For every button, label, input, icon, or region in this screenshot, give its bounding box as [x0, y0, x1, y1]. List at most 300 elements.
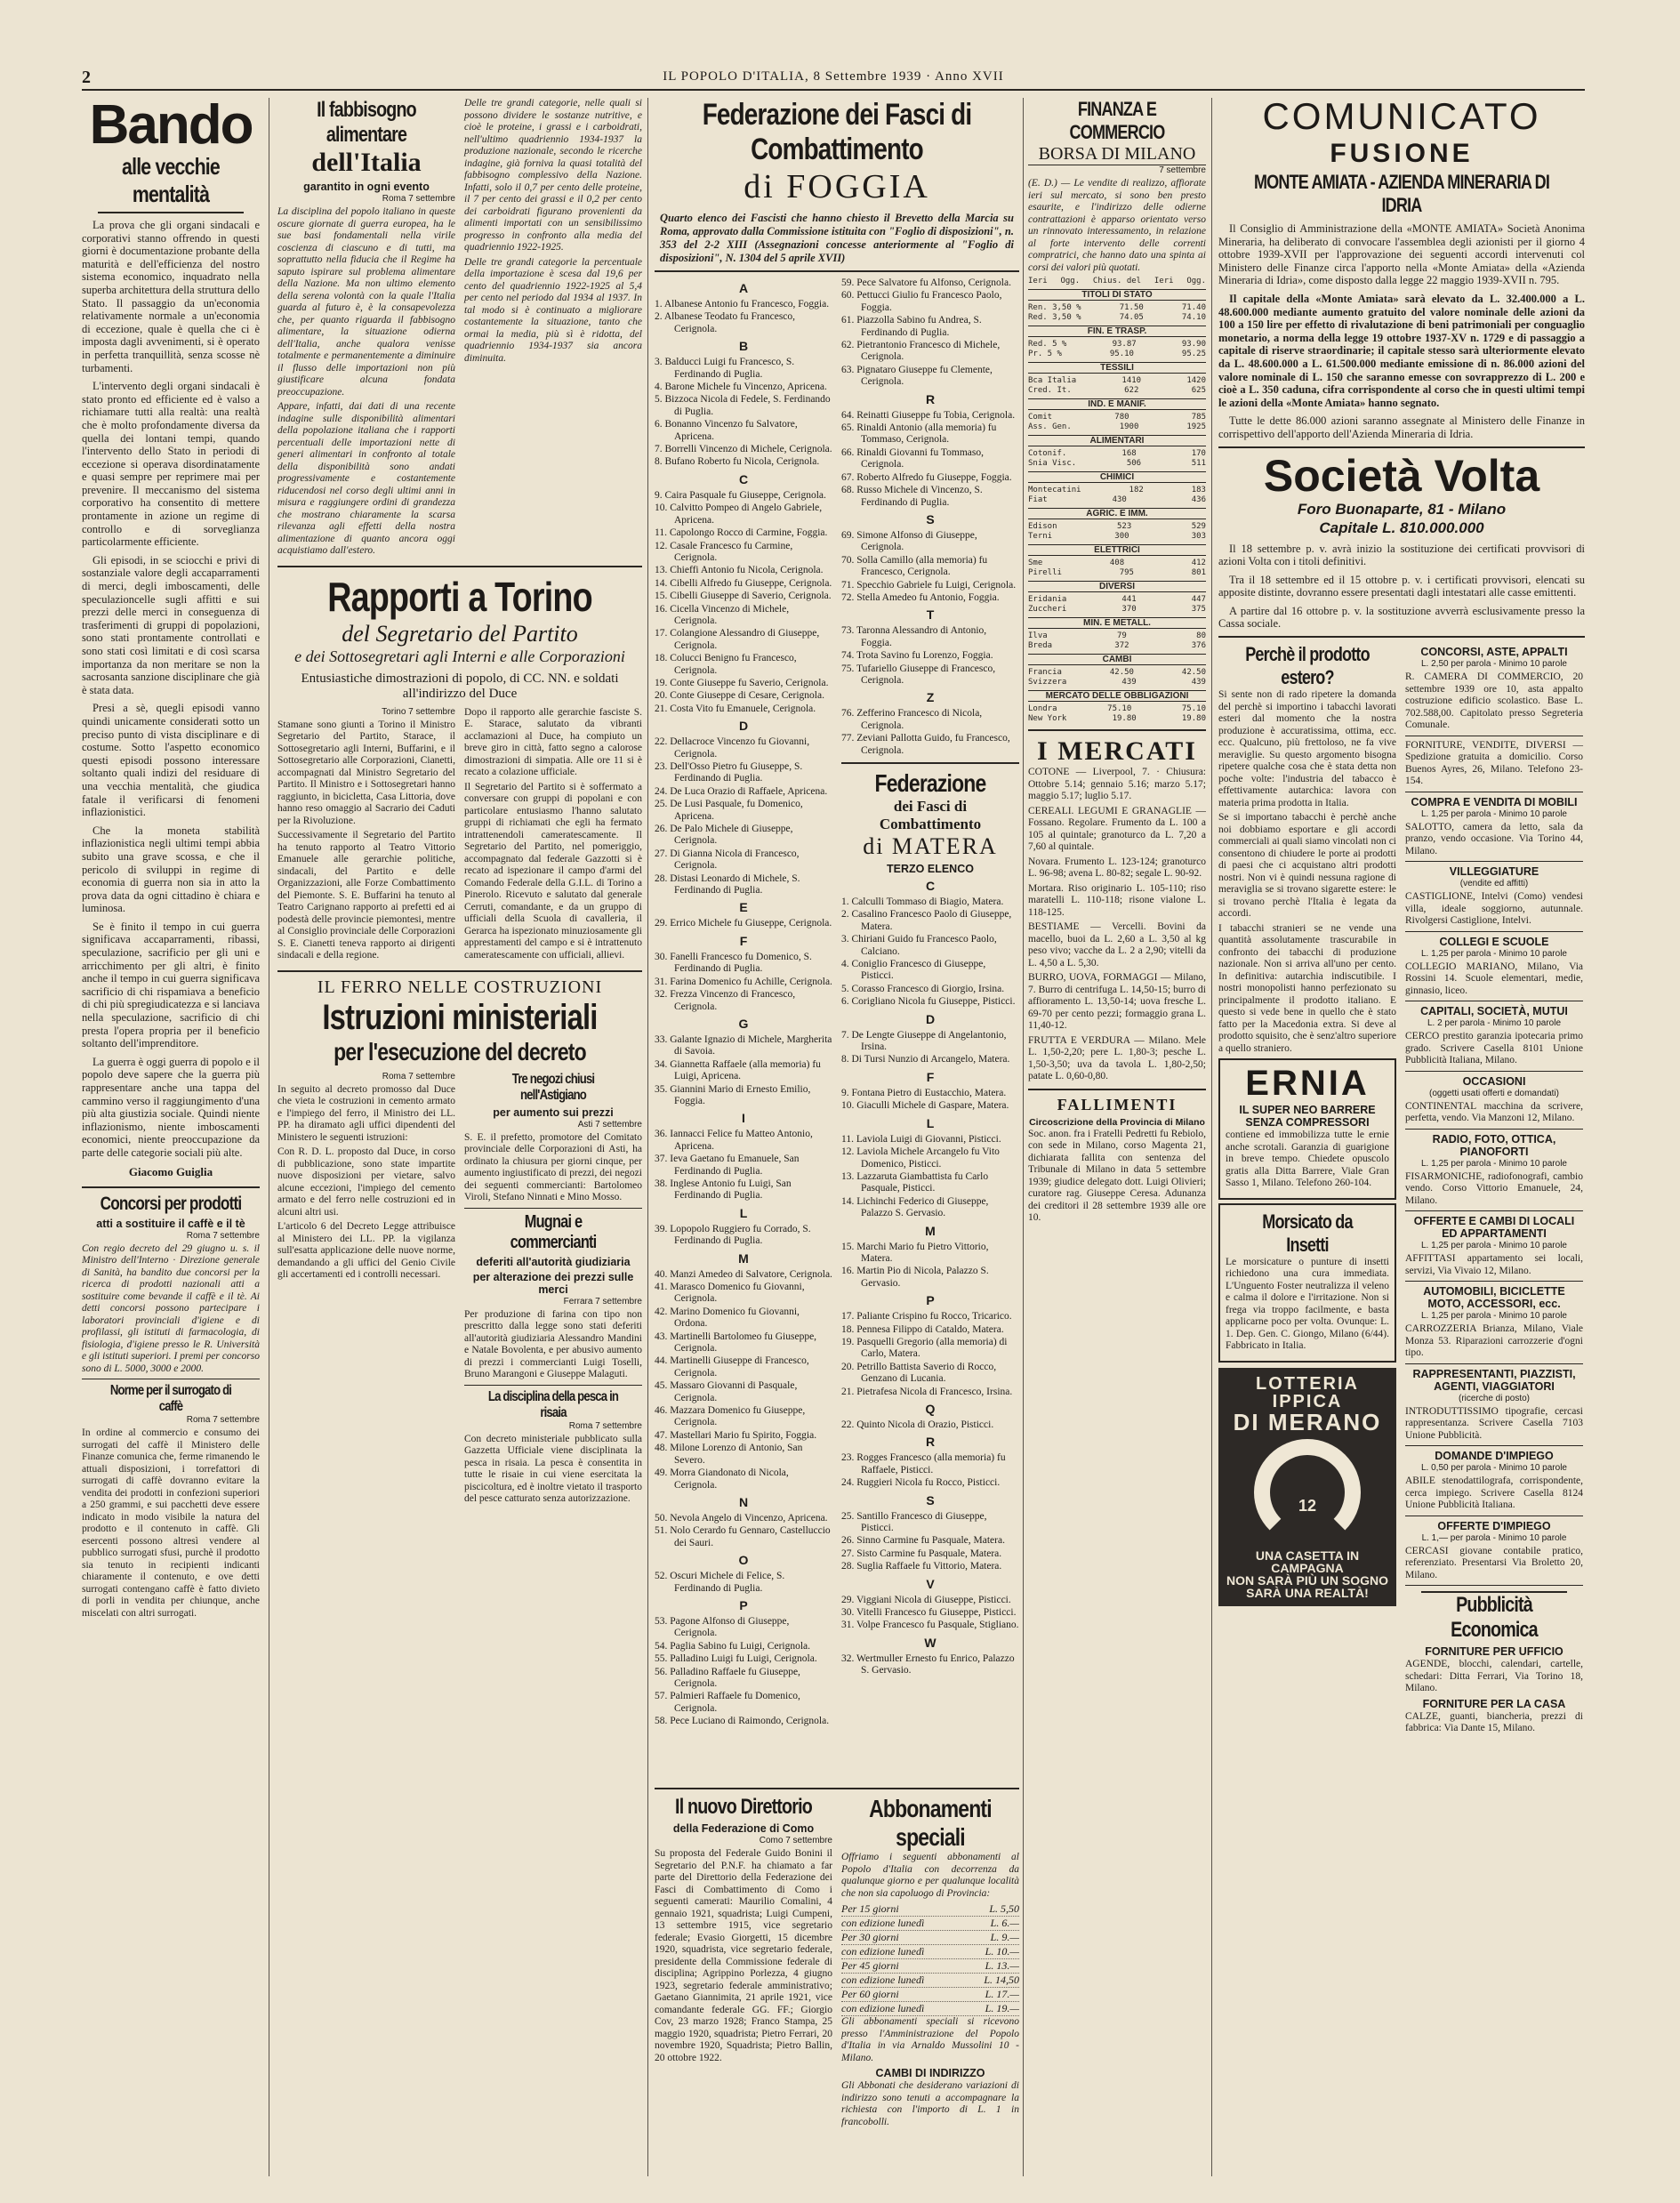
cambi-text: Gli Abbonati che desiderano variazioni di indirizzo sono tenuti a accompagnare la richiesta con l'importo di L. 1 in francobolli. — [841, 2080, 1019, 2127]
table-cell: 1410 — [1121, 376, 1142, 385]
list-item: 17. Colangione Alessandro di Giuseppe, Cerignola. — [655, 628, 820, 651]
column-finanza — [1028, 98, 1206, 2176]
table-cell: 529 — [1191, 522, 1206, 531]
abbonamento-period: con edizione lunedì — [841, 1974, 925, 1986]
list-item: 18. Colucci Benigno fu Francesco, Cerignola. — [655, 653, 797, 676]
forn-ufficio-title: FORNITURE PER UFFICIO — [1425, 1645, 1563, 1659]
abbonamento-row — [841, 2002, 1019, 2016]
list-item: 23. Rogges Francesco (alla memoria) fu Raffaele, Pisticci. — [841, 1452, 1006, 1475]
abbonamento-row — [841, 1988, 1019, 2002]
list-item: 1. Calculli Tommaso di Biagio, Matera. — [841, 896, 1004, 907]
list-item: 8. Di Tursi Nunzio di Arcangelo, Matera. — [841, 1054, 1010, 1065]
abbonamento-row — [841, 1931, 1019, 1945]
list-item: 7. De Lengte Giuseppe di Angelantonio, Irsina. — [841, 1029, 1007, 1053]
table-row — [1028, 678, 1206, 687]
table-cell: Zuccheri — [1028, 605, 1067, 614]
list-item: 70. Solla Camillo (alla memoria) fu Francesco, Cerignola. — [841, 554, 988, 578]
abbonamento-row — [841, 1959, 1019, 1974]
list-item: 29. Viggiani Nicola di Giuseppe, Pisticci. — [841, 1594, 1011, 1605]
list-item: 14. Cibelli Alfredo fu Giuseppe, Cerignola. — [655, 577, 832, 589]
table-header: Ieri — [1028, 277, 1048, 285]
section-letter: B — [738, 339, 749, 354]
list-item: 32. Frezza Vincenzo di Francesco, Cerignola. — [655, 989, 796, 1012]
list-item: 26. Sinno Carmine fu Pasquale, Matera. — [841, 1535, 1005, 1547]
table-cell: 170 — [1191, 449, 1206, 458]
list-item: 29. Errico Michele fu Giuseppe, Cerignola. — [655, 918, 832, 929]
table-cell: 93.87 — [1112, 340, 1137, 349]
ernia-subtitle: IL SUPER NEO BARRERE SENZA COMPRESSORI — [1239, 1104, 1376, 1130]
list-item: 59. Pece Salvatore fu Alfonso, Cerignola. — [841, 277, 1011, 288]
abbonamento-price: L. 5,50 — [989, 1902, 1019, 1915]
list-item: 20. Conte Giuseppe di Cesare, Cerignola. — [655, 690, 824, 702]
section-letter: M — [925, 1223, 936, 1238]
table-cell: 780 — [1114, 413, 1129, 422]
table-cell: 168 — [1121, 449, 1137, 458]
mercati-paragraph: FRUTTA E VERDURA — Milano. Mele L. 1,50-2,20; pere L. 1,80-3; pesche L. 1,50-3,50; uva da tavola L. 1,80-2,50; patate L. 0,60-0,80. — [1028, 1034, 1206, 1081]
list-item: 60. Pettucci Giulio fu Francesco Paolo, Foggia. — [841, 290, 1002, 313]
list-item: 18. Pennesa Filippo di Cataldo, Matera. — [841, 1323, 1004, 1335]
borsa-table — [1028, 277, 1206, 724]
forn-ufficio-text: AGENDE, blocchi, calendari, cartelle, schedari: Ditta Ferrari, Via Torino 18, Milano. — [1405, 1659, 1583, 1694]
abbonamento-period: con edizione lunedì — [841, 1945, 925, 1958]
table-row — [1028, 459, 1206, 469]
classified-title: DOMANDE D'IMPIEGO — [1435, 1450, 1554, 1463]
table-cell: Fiat — [1028, 495, 1048, 504]
rapporti-p2: Successivamente il Segretario del Partito ha tenuto rapporto al Teatro Vittorio Emanuele alle gerarchie politiche, sindacali, del Partito e delle Organizzazioni, alle Forze Combattimento del Piemonte. S. E. Buffarini ha tenuto al Teatro Carignano rapporto ai prefetti ed ai podestà delle provincie piemontesi, mentre al Consiglio provinciale delle Corporazioni S. E. Cianetti teneva rapporto ai dirigenti sindacali e della regione. — [277, 830, 455, 961]
table-row — [1028, 568, 1206, 578]
table-header: Ieri — [1153, 277, 1174, 285]
classified-title: CONCORSI, ASTE, APPALTI — [1420, 646, 1568, 659]
table-cell: 75.10 — [1107, 704, 1132, 713]
table-cell: Edison — [1028, 522, 1057, 531]
abbonamento-price: L. 13.— — [985, 1959, 1019, 1972]
lotteria-badge: 12 — [1298, 1496, 1317, 1515]
list-item: 15. Marchi Mario fu Pietro Vittorio, Matera. — [841, 1241, 989, 1264]
table-row — [1028, 486, 1206, 495]
list-item: 36. Iannacci Felice fu Matteo Antonio, Apricena. — [655, 1129, 813, 1152]
piccola-title: Pubblicità Economica — [1421, 1591, 1567, 1643]
ferro-p1: In seguito al decreto promosso dal Duce che vieta le costruzioni in cemento armato e l'impiego del ferro, il Ministro dei LL. PP. ha diramato agli uffici dipendenti del Ministero le seguenti istruzioni: — [277, 1083, 455, 1143]
table-cell: 785 — [1191, 413, 1206, 422]
column-center-left — [277, 98, 642, 2176]
bando-title: Bando — [89, 98, 253, 156]
list-item: 75. Tufariello Giuseppe di Francesco, Cerignola. — [841, 663, 996, 686]
list-item: 16. Martin Pio di Nicola, Palazzo S. Gervasio. — [841, 1266, 989, 1289]
classified-title: OFFERTE E CAMBI DI LOCALI ED APPARTAMENTI — [1413, 1215, 1575, 1241]
table-cell: 436 — [1191, 495, 1206, 504]
direttorio-subtitle: della Federazione di Como — [672, 1822, 815, 1835]
table-section-header: FIN. E TRASP. — [1028, 326, 1206, 337]
table-row — [1028, 449, 1206, 459]
mercati-paragraph: COTONE — Liverpool, 7. · Chiusura: Ottobre 5.14; gennaio 5.16; marzo 5.17; maggio 5.17; luglio 5.17. — [1028, 767, 1206, 801]
abbonamento-period: Per 30 giorni — [841, 1931, 899, 1943]
section-letter: W — [924, 1635, 936, 1650]
classified-text: R. CAMERA DI COMMERCIO, 20 settembre 1939 ore 10, asta appalto costruzione edificio scolastico. Base L. 702.588,00. Capitolato presso Segreteria Comunale. — [1405, 671, 1583, 731]
fabbisogno-p3: Delle tre grandi categorie, nelle quali si possono dividere le sostanze nutritive, e cioè le proteine, i grassi e i carboidrati, nell'ultimo quadriennio 1934-1937 la produzione nazionale, secondo le ricerche indagine, già forniva la quasi totalità del fabbisogno complessivo della Nazione. Infatti, solo il 0,7 per cento delle proteine, il 7 per cento dei grassi e il 0,2 per cento dei carboidrati figurano provenienti da alimenti importati con un sensibilissimo progresso in confronto alla media del quadriennio 1922-1925. — [464, 98, 642, 253]
classified-text: CERCASI giovane contabile pratico, referenziato. Presentarsi Via Broletto 20, Milano. — [1405, 1545, 1583, 1580]
list-item: 12. Laviola Michele Arcangelo fu Vito Domenico, Pisticci. — [841, 1146, 1000, 1170]
mercati-paragraph: CEREALI. LEGUMI E GRANAGLIE — Fossano. Regolare. Frumento da L. 100 a 105 al quintale; granoturco da L. 7,20 a 7,60 al quintale. — [1028, 805, 1206, 852]
bando-paragraph: L'intervento degli organi sindacali è stato pronto ed efficiente ed è valso a richiamare tutti alla realtà: una realtà che è molto profondamente diversa da quella dei lontani tempi, quando l'intervento dello Stato in periodi di eccezione si operava disordinatamente e quasi sempre per reprimere mai per prevenire. Il meccanismo del sistema corporativo ha consentito di mettere prontamente in azione un regime di controllo e di sorveglianza particolarmente efficiente. — [82, 380, 260, 549]
table-row — [1028, 641, 1206, 651]
abbonamenti-intro: Offriamo i seguenti abbonamenti al Popolo d'Italia con decorrenza da qualunque giorno e per qualunque località che non sia capoluogo di Provincia: — [841, 1852, 1019, 1899]
section-letter: F — [926, 1069, 935, 1084]
page-number: 2 — [82, 68, 91, 87]
list-item: 72. Stella Amedeo fu Antonio, Foggia. — [841, 591, 1000, 603]
negozi-title: Tre negozi chiusi nell'Astigiano — [511, 1071, 595, 1103]
volta-p1: Il 18 settembre p. v. avrà inizio la sostituzione dei certificati provvisori di azioni Volta con i titoli definitivi. — [1218, 542, 1585, 568]
table-row — [1028, 495, 1206, 505]
table-cell: 408 — [1109, 559, 1125, 567]
rapporti-sub2: e dei Sottosegretari agli Interni e alle Corporazioni — [294, 647, 625, 665]
bottom-center-block — [655, 1788, 1019, 2172]
list-item: 21. Pietrafesa Nicola di Francesco, Irsina. — [841, 1386, 1013, 1397]
matera-subtitle: TERZO ELENCO — [887, 863, 974, 875]
table-cell: Londra — [1028, 704, 1057, 713]
table-cell: 42.50 — [1109, 668, 1134, 677]
mercati-paragraph: BURRO, UOVA, FORMAGGI — Milano, 7. Burro di centrifuga L. 14,50-15; burro di affioramento L. 13,50-14; uova fresche L. 69-70 per cento pezzi; formaggio grana L. 11,40-12. — [1028, 972, 1206, 1031]
horseshoe-icon — [1254, 1439, 1361, 1546]
table-row — [1028, 605, 1206, 615]
table-cell: 19.80 — [1112, 714, 1137, 723]
section-letter: R — [925, 1435, 936, 1450]
list-item: 28. Suglia Raffaele fu Vittorio, Matera. — [841, 1561, 1002, 1572]
list-item: 58. Pece Luciano di Raimondo, Cerignola. — [655, 1716, 830, 1727]
list-item: 53. Pagone Alfonso di Giuseppe, Cerignola. — [655, 1615, 790, 1639]
table-cell: 303 — [1191, 532, 1206, 541]
section-letter: E — [739, 900, 748, 915]
list-item: 13. Lazzaruta Giambattista fu Carlo Pasquale, Pisticci. — [841, 1170, 989, 1194]
classified-divider — [1405, 1129, 1583, 1130]
table-cell: 79 — [1117, 631, 1127, 640]
classified-title: RADIO, FOTO, OTTICA, PIANOFORTI — [1432, 1132, 1556, 1158]
table-cell: Red. 5 % — [1028, 340, 1067, 349]
section-letter: Q — [925, 1402, 936, 1416]
lotteria-slogan2: NON SARÀ PIÙ UN SOGNO — [1226, 1572, 1388, 1588]
table-row — [1028, 413, 1206, 422]
list-item: 2. Casalino Francesco Paolo di Giuseppe, Matera. — [841, 909, 1012, 932]
list-item: 15. Cibelli Giuseppe di Saverio, Cerignola. — [655, 591, 832, 602]
table-cell: Ren. 3,50 % — [1028, 303, 1081, 312]
classified-divider — [1405, 861, 1583, 862]
mercati-paragraph: BESTIAME — Vercelli. Bovini da macello, buoi da L. 2,60 a L. 3,50 al kg peso vivo; vacche da L. 2 a 2,90; vitelli da L. 4,50 a L. 5,30. — [1028, 921, 1206, 969]
section-letter: G — [738, 1016, 749, 1031]
table-section-header: CHIMICI — [1028, 471, 1206, 483]
list-item: 31. Volpe Francesco fu Pasquale, Stigliano. — [841, 1620, 1019, 1631]
table-header: Ogg. — [1186, 277, 1206, 285]
classified-title: AUTOMOBILI, BICICLETTE MOTO, ACCESSORI, ecc. — [1423, 1285, 1565, 1311]
classified-rate: L. 0,50 per parola - Minimo 10 parole — [1421, 1463, 1567, 1474]
table-row — [1028, 595, 1206, 605]
table-row — [1028, 303, 1206, 313]
table-cell: 439 — [1121, 678, 1137, 687]
list-item: 30. Vitelli Francesco fu Giuseppe, Pisticci. — [841, 1607, 1017, 1619]
comunicato-subtitle2: MONTE AMIATA - AZIENDA MINERARIA DI IDRIA — [1253, 171, 1550, 216]
bando-paragraph: La prova che gli organi sindacali e corporativi stanno offrendo in questi giorni è documentazione probante della maturità e dell'efficienza del nostro sistema economico, inquadrato nella superba architettura della struttura dello Stato. Il passaggio da un'economia relativamente normale a un'economia di eccezione, quale è quella che ci è imposta dagli avvenimenti, si è operato in perfetta tranquillità, senza scosse nè turbamenti. — [82, 219, 260, 374]
comunicato-p1: Il Consiglio di Amministrazione della «MONTE AMIATA» Società Anonima Mineraria, ha deliberato di convocare l'assemblea degli azionisti per il giorno 4 ottobre 1939-XVII per l'approvazione dei seguenti accordi intervenuti col Ministero delle Finanze circa l'apporto nella «Monte Amiata» della «Azienda Mineraria di Idria», come disposto dalla legge 22 maggio 1939-XVII n. 795. — [1218, 222, 1585, 287]
list-item: 30. Fanelli Francesco fu Domenico, S. Ferdinando di Puglia. — [655, 951, 812, 975]
fallimenti-text: Soc. anon. fra i Fratelli Pedretti fu Rebiolo, con sede in Milano, corso Magenta 21, dichiarata fallita con sentenza del Tribunale di Milano in data 5 settembre 1939; giudice delegato dott. Luigi Olivieri; curatore rag. Giuseppe Ceresa. Adunanza dei creditori il 28 settembre 1939 alle ore 10. — [1028, 1128, 1206, 1223]
lotteria-title: LOTTERIA IPPICA — [1256, 1373, 1359, 1411]
list-item: 20. Petrillo Battista Saverio di Rocco, Genzano di Lucania. — [841, 1361, 997, 1385]
list-item: 19. Conte Giuseppe fu Saverio, Cerignola. — [655, 677, 829, 688]
table-cell: 375 — [1191, 605, 1206, 614]
classified-rate: L. 1,25 per parola - Minimo 10 parole — [1421, 1158, 1567, 1169]
classified-text: CERCO prestito garanzia ipotecaria primo grado. Scrivere Casella 8101 Unione Pubblicità Italiana, Milano. — [1405, 1031, 1583, 1066]
fabbisogno-p1: La disciplina del popolo italiano in queste oscure giornate di guerra europea, ha le sue basi fondamentali nella virile coscienza di ciascuno e di tutti, ma soprattutto nella fiducia che il Regime ha saputo ispirare sul problema alimentare della Nazione. Ma non ultimo elemento della serena volontà con la quale l'Italia guarda al futuro è, è la consapevolezza che, per quanto riguarda il fabbisogno alimentare, la situazione odierna dell'Italia, anche qualora venisse totalmente e permanentemente a diminuire il flusso delle importazioni non più giustificare alcuna fondata preoccupazione. — [277, 206, 455, 398]
table-cell: 376 — [1191, 641, 1206, 650]
lotteria-ad — [1218, 1368, 1396, 1606]
list-item: 22. Dellacroce Vincenzo fu Giovanni, Cerignola. — [655, 736, 810, 760]
foggia-title: Federazione dei Fasci di Combattimento — [702, 98, 972, 166]
list-item: 11. Capolongo Rocco di Carmine, Foggia. — [655, 527, 828, 539]
table-cell: 19.80 — [1181, 714, 1206, 723]
table-cell: 441 — [1121, 595, 1137, 604]
section-letter: C — [738, 471, 749, 486]
classified-rate: L. 1,25 per parola - Minimo 10 parole — [1421, 948, 1567, 959]
abbonamento-period: con edizione lunedì — [841, 2002, 925, 2014]
list-item: 33. Galante Ignazio di Michele, Margherita di Savoia. — [655, 1033, 832, 1057]
mugnai-title: Mugnai e commercianti — [510, 1211, 597, 1252]
prodotto-p2: Se si importano tabacchi è perchè anche noi dobbiamo esportare e gli accordi commerciali ai quali siamo vincolati non ci consentono di chiudere le porte ai prodotti di paesi che ci acquistano altri prodotti nostri. Non vi è quindi nessuna ragione di meraviglia se si trovano sigarette estere: le si trovano perchè l'Italia è legata da accordi. — [1218, 812, 1396, 920]
list-item: 8. Bufano Roberto fu Nicola, Cerignola. — [655, 456, 820, 468]
pesca-title: La disciplina della pesca in risaia — [487, 1388, 619, 1420]
bando-subtitle: alle vecchie mentalità — [98, 153, 244, 213]
table-row — [1028, 350, 1206, 359]
table-cell: 622 — [1124, 386, 1139, 395]
finanza-dateline: 7 settembre — [1159, 165, 1206, 175]
list-item: 4. Coniglio Francesco di Giuseppe, Pisticci. — [841, 959, 986, 982]
mugnai-subtitle2: per alterazione dei prezzi sulle merci — [472, 1270, 634, 1296]
ernia-text: contiene ed immobilizza tutte le ernie anche scrotali. Garanzia di guarigione in breve tempo. Chiedete opuscolo gratis alla Ditta Barrere, Viale Gran Sasso 1, Milano. Telefono 260-104. — [1226, 1130, 1389, 1189]
section-letter: D — [925, 1011, 936, 1026]
cambi-title: CAMBI DI INDIRIZZO — [875, 2067, 985, 2079]
list-item: 28. Distasi Leonardo di Michele, S. Ferdinando di Puglia. — [655, 872, 800, 896]
table-cell: Snia Visc. — [1028, 459, 1077, 468]
bando-paragraph: Presi a sè, quegli episodi vanno quindi unicamente considerati sotto un preciso punto di vista disciplinare e di costume. Sotto l'aspetto economico questi episodi possono interessare soltanto quali indizi del residuare di una vecchia mentalità, che giudica fatale il verificarsi di fenomeni inflazionistici. — [82, 702, 260, 819]
table-cell: Breda — [1028, 641, 1053, 650]
table-row — [1028, 559, 1206, 568]
table-header-row — [1028, 277, 1206, 286]
ferro-subtitle: per l'esecuzione del decreto — [334, 1037, 586, 1065]
classified-rate: (vendite ed affitti) — [1459, 879, 1529, 889]
masthead — [82, 64, 1585, 91]
classified-title: COMPRA E VENDITA DI MOBILI — [1411, 795, 1578, 808]
list-item: 74. Trota Savino fu Lorenzo, Foggia. — [841, 650, 993, 662]
section-letter: N — [738, 1494, 749, 1509]
table-cell: 182 — [1129, 486, 1144, 494]
abbonamento-row — [841, 1945, 1019, 1959]
table-row — [1028, 668, 1206, 678]
comunicato-p3: Tutte le dette 86.000 azioni saranno assegnate al Ministero delle Finanze in corrispettivo dell'apporto dell'Azienda Mineraria di Idria. — [1218, 414, 1585, 440]
list-item: 63. Pignataro Giuseppe fu Clemente, Cerignola. — [841, 364, 993, 388]
list-item: 42. Marino Domenico fu Giovanni, Ordona. — [655, 1306, 800, 1330]
pesca-text: Con decreto ministeriale pubblicato sulla Gazzetta Ufficiale viene disciplinata la pesca in risaia. La pesca è consentita in tutte le risaie in cui viene esercitata la piscicoltura, ed è inoltre vietato il trasporto del pesce catturato senza autorizzazione. — [464, 1433, 642, 1504]
abbonamenti-note: Gli abbonamenti speciali si ricevono presso l'Amministrazione del Popolo d'Italia in via Arnaldo Mussolini 10 - Milano. — [841, 2016, 1019, 2063]
volta-p3: A partire dal 16 ottobre p. v. la sostituzione avverrà esclusivamente presso la Cassa sociale. — [1218, 604, 1585, 631]
list-item: 21. Costa Vito fu Emanuele, Cerignola. — [655, 703, 816, 714]
list-item: 22. Quinto Nicola di Orazio, Pisticci. — [841, 1419, 994, 1430]
forn-casa-text: CALZE, guanti, biancheria, prezzi di fabbrica: Via Dante 15, Milano. — [1405, 1710, 1583, 1734]
comunicato-p2: Il capitale della «Monte Amiata» sarà elevato da L. 32.400.000 a L. 48.600.000 mediante aumento gratuito del valore nominale delle azioni da 100 a 150 lire per effetto di rivalutazione di beni patrimoniali per conguaglio monetario, a norma della legge 19 ottobre 1937-XV n. 1729 e di passaggio a capitale di riserve straordinarie; il capitale stesso sarà ulteriormente elevato da L. 48.600.000 a L. 61.500.000 mediante emissione di n. 86.000 azioni del valore nominale di L. 150 che saranno emesse con sovrapprezzo di L. 200 e cioè a L. 350 caduna, cifra corrispondente al corso che in questi ultimi tempi le azioni della «Monte Amiata» hanno segnato. — [1218, 292, 1585, 409]
fallimenti-title: FALLIMENTI — [1057, 1095, 1178, 1114]
table-section-header: TESSILI — [1028, 362, 1206, 374]
negozi-dateline: Asti 7 settembre — [577, 1119, 642, 1130]
list-item: 37. Ieva Gaetano fu Emanuele, San Ferdinando di Puglia. — [655, 1154, 800, 1177]
classified-rate: L. 1,25 per parola - Minimo 10 parole — [1421, 1311, 1567, 1322]
table-cell: Pirelli — [1028, 568, 1062, 577]
table-cell: 95.25 — [1181, 350, 1206, 358]
classified-text: CARROZZERIA Brianza, Milano, Viale Monza 53. Riparazioni carrozzerie d'ogni tipo. — [1405, 1323, 1583, 1359]
table-cell: Ass. Gen. — [1028, 422, 1072, 431]
list-item: 12. Casale Francesco fu Carmine, Cerignola. — [655, 540, 793, 563]
list-item: 35. Giannini Mario di Ernesto Emilio, Foggia. — [655, 1083, 811, 1106]
bando-paragraph: Se è finito il tempo in cui guerra significava accaparramenti, ribassi, speculazione, sacrificio per gli uni e arricchimento per gli altri, è finito anche il tempo in cui guerra significava sacrificio di chi rispamiava a beneficio di chi più spregiudicatezza e si lanciava nella speculazione, sacrificio di chi presta l'opera propria per il beneficio soltanto dell'imprenditore. — [82, 920, 260, 1050]
bando-paragraph: La guerra è oggi guerra di popolo e il popolo deve sapere che la guerra più rappresentare anche una tappa del cammino verso il raggiungimento d'una più alta giustizia sociale. Quindi niente inflazionismo, niente imboscamenti economici, niente preoccupazione da parte delle categorie sociali più alte. — [82, 1055, 260, 1159]
prodotto-p1: Si sente non di rado ripetere la domanda del perchè si importino i tabacchi lavorati esteri dal momento che la nostra produzione è accuratissima, ottima, ecc. ecc. Qualcuno, più frettoloso, ne fa vive meraviglie. Su questo argomento bisogna ripetere qualche cosa che è stata detta non poche volte: l'industria del tabacco è effettivamente autarchica: lavora con materia prima prodotta in Italia. — [1218, 689, 1396, 808]
list-item: 2. Albanese Teodato fu Francesco, Cerignola. — [655, 311, 796, 334]
classified-rate: L. 2 per parola - Minimo 10 parole — [1427, 1018, 1562, 1029]
list-item: 5. Bizzoca Nicola di Fedele, S. Ferdinando di Puglia. — [655, 394, 831, 417]
section-letter: V — [926, 1576, 935, 1591]
classified-divider — [1405, 1210, 1583, 1211]
table-cell: Ilva — [1028, 631, 1048, 640]
volta-p2: Tra il 18 settembre ed il 15 ottobre p. v. i certificati provvisori, elencati su apposite distinte, dovranno essere presentati dagli intestatari alle casse emittenti. — [1218, 573, 1585, 599]
ferro-title: Istruzioni ministeriali — [322, 997, 598, 1037]
list-item: 17. Paliante Crispino fu Rocco, Tricarico. — [841, 1311, 1012, 1323]
list-item: 44. Martinelli Giuseppe di Francesco, Cerignola. — [655, 1355, 809, 1379]
finanza-title: FINANZA E COMMERCIO — [1069, 98, 1165, 143]
classified-divider — [1405, 931, 1583, 932]
fabbisogno-dateline: Roma 7 settembre — [382, 194, 455, 204]
rapporti-p4: Il Segretario del Partito si è soffermato a conversare con gruppi di popolani e con particolare entusiasmo l'hanno salutato gruppi di richiamati che egli ha fermato intrattenendoli cameratescamente. Il Segretario del Partito, nel pomeriggio, accompagnato dal federale Gazzotti si è recato ad ispezionare il campo d'armi del Comando Federale della G.I.L. di Torino a Pinerolo. Ricevuto e salutato dal generale Cerruti, comandante, e da un gruppo di ufficiali della Scuola di cavalleria, il Gerarca ha ispezionato minuziosamente gli apprestamenti del campo e si è intrattenuto cameratescamente con ufficiali, allievi. — [464, 781, 642, 961]
list-item: 3. Chiriani Guido fu Francesco Paolo, Calciano. — [841, 934, 997, 957]
table-cell: 300 — [1114, 532, 1129, 541]
classified-title: OCCASIONI — [1462, 1074, 1526, 1088]
rapporti-p1: Stamane sono giunti a Torino il Ministro Segretario del Partito, Starace, il Sottosegretario agli Interni, Buffarini, e il Sottosegretario alle Corporazioni, Cianetti, accompagnati dal Ministro Segretario del Partito. Il Ministro e i Sottosegretari hanno raggiunto, in bicicletta, Casa Littoria, dove hanno reso omaggio al Sacrario dei Caduti per la Rivoluzione. — [277, 719, 455, 826]
classified-divider — [1405, 1445, 1583, 1446]
direttorio-title: Il nuovo Direttorio — [675, 1795, 812, 1819]
volta-capital: Capitale L. 810.000.000 — [1319, 519, 1484, 536]
section-letter: L — [739, 1205, 748, 1220]
classified-divider — [1405, 1071, 1583, 1072]
table-cell: Red. 3,50 % — [1028, 313, 1081, 322]
direttorio-text: Su proposta del Federale Guido Bonini il Segretario del P.N.F. ha chiamato a far parte del Direttorio della Federazione dei Fasci di Combattimento di Como i seguenti camerati: Maurilio Comalini, 4 gennaio 1921, squadrista; Luigi Cumpeni, 13 settembre 1915, vice segretario federale; Evasio Giorgetti, 15 dicembre 1920, squadrista, vice segretario federale, presidente della Commissione federale di disciplina; Agrippino Porlezza, 4 giugno 1923, segretario federale amministrativo; Gaetano Giannimita, 21 aprile 1921, vice comandante federale GG. FF.; Giorgio Cov, 23 marzo 1928; Franco Stampa, 25 maggio 1920, squadrista; Pietro Ferrari, 20 novembre 1920, Squadrista; Pietro Ballin, 20 ottobre 1922. — [655, 1848, 832, 2063]
list-item: 31. Farina Domenico fu Achille, Cerignola. — [655, 976, 832, 987]
mercati-paragraph: Mortara. Riso originario L. 105-110; riso maratelli L. 110-118; risone vialone L. 118-125. — [1028, 882, 1206, 918]
table-cell: 795 — [1119, 568, 1134, 577]
list-item: 24. De Luca Orazio di Raffaele, Apricena. — [655, 785, 828, 797]
table-section-header: MIN. E METALL. — [1028, 617, 1206, 629]
table-row — [1028, 313, 1206, 323]
list-item: 23. Dell'Osso Pietro fu Giuseppe, S. Ferdinando di Puglia. — [655, 761, 803, 784]
bando-signature: Giacomo Guiglia — [128, 1164, 213, 1178]
prodotto-title: Perchè il prodotto estero? — [1245, 643, 1370, 689]
section-letter: L — [926, 1115, 935, 1130]
table-cell: Francia — [1028, 668, 1062, 677]
section-letter: D — [738, 719, 749, 734]
table-section-header: CAMBI — [1028, 654, 1206, 665]
classified-title: VILLEGGIATURE — [1449, 865, 1539, 879]
table-cell: Eridania — [1028, 595, 1067, 604]
section-letter: S — [926, 511, 935, 527]
morsicato-text: Le morsicature o punture di insetti richiedono una cura immediata. L'Unguento Foster neutralizza il veleno e calma il dolore e l'irritazione. Non si frega via troppo facilmente, e basta applicarne poco per volta. Ovunque: L. 1. Dep. Gen. C. Giongo, Milano (6/44). Fabbricato in Italia. — [1226, 1256, 1389, 1352]
table-cell: 506 — [1126, 459, 1142, 468]
table-section-header: MERCATO DELLE OBBLIGAZIONI — [1028, 690, 1206, 702]
abbonamento-period: con edizione lunedì — [841, 1917, 925, 1929]
norme-title: Norme per il surrogato di caffè — [109, 1383, 232, 1415]
mugnai-dateline: Ferrara 7 settembre — [563, 1296, 642, 1307]
classified-text: SALOTTO, camera da letto, sala da pranzo, vendo occasione. Via Torino 44, Milano. — [1405, 821, 1583, 856]
list-item: 6. Bonanno Vincenzo fu Salvatore, Apricena. — [655, 419, 798, 442]
mugnai-text: Per produzione di farina con tipo non prescritto dalla legge sono stati deferiti all'autorità giudiziaria Alessandro Mandini e Natale Bovolenta, e per abusivo aumento di prezzi i commercianti Luigi Toselli, Bruno Marangoni e Giuseppe Malaguti. — [464, 1308, 642, 1379]
classified-title: RAPPRESENTANTI, PIAZZISTI, AGENTI, VIAGGIATORI — [1412, 1367, 1576, 1393]
bando-body — [82, 219, 260, 1160]
table-cell: Cotonif. — [1028, 449, 1067, 458]
rapporti-sub1: del Segretario del Partito — [342, 620, 578, 647]
classified-divider — [1405, 1363, 1583, 1364]
abbonamento-price: L. 6.— — [990, 1917, 1019, 1929]
list-item: 54. Paglia Sabino fu Luigi, Cerignola. — [655, 1640, 811, 1652]
foggia-city: di FOGGIA — [744, 168, 930, 205]
list-item: 39. Lopopolo Ruggiero fu Corrado, S. Ferdinando di Puglia. — [655, 1223, 811, 1247]
rapporti-title: Rapporti a Torino — [327, 573, 592, 620]
negozi-subtitle: per aumento sui prezzi — [493, 1106, 614, 1119]
list-item: 14. Lichinchi Federico di Giuseppe, Palazzo S. Gervasio. — [841, 1195, 989, 1219]
direttorio-dateline: Como 7 settembre — [759, 1836, 832, 1845]
fallimenti-subtitle: Circoscrizione della Provincia di Milano — [1029, 1116, 1205, 1128]
lotteria-slogan3: SARÀ UNA REALTÀ! — [1246, 1585, 1369, 1600]
abbonamento-period: Per 15 giorni — [841, 1902, 899, 1915]
bando-paragraph: Gli episodi, in se sciocchi e privi di sostanziale valore degli accaparramenti di merci, degli imboscamenti, delle speculazioncelle sugli affitti e sui prezzi delle merci in conseguenza di trasferimenti di gruppi di popolazioni, sono stati prontamente controllati e sono stati così limitati e di così scarsa importanza da non meritare se non la sacrosanta sanzione disciplinare che già è stata data. — [82, 553, 260, 696]
classified-text: AFFITTASI appartamento sei locali, servizi, Via Vivaio 12, Milano. — [1405, 1253, 1583, 1276]
abbonamento-row — [841, 1902, 1019, 1917]
ernia-ad — [1218, 1058, 1396, 1200]
list-item: 43. Martinelli Bartolomeo fu Giuseppe, Cerignola. — [655, 1331, 817, 1355]
abbonamento-row — [841, 1974, 1019, 1988]
list-item: 26. De Palo Michele di Giuseppe, Cerignola. — [655, 824, 793, 847]
list-item: 62. Pietrantonio Francesco di Michele, Cerignola. — [841, 340, 1001, 363]
lotteria-slogan1: UNA CASETTA IN CAMPAGNA — [1255, 1548, 1360, 1575]
list-item: 71. Specchio Gabriele fu Luigi, Cerignola. — [841, 579, 1017, 591]
table-cell: Sme — [1028, 559, 1043, 567]
table-section-header: IND. E MANIF. — [1028, 398, 1206, 410]
list-item: 66. Rinaldi Giovanni fu Tommaso, Cerignola. — [841, 446, 984, 470]
list-item: 38. Inglese Antonio fu Luigi, San Ferdinando di Puglia. — [655, 1178, 792, 1202]
foggia-list-col1 — [655, 277, 832, 1729]
classified-text: CONTINENTAL macchina da scrivere, perfetta, vendo. Via Manzoni 12, Milano. — [1405, 1100, 1583, 1124]
ferro-p3: L'articolo 6 del Decreto Legge attribuisce al Ministero dei LL. PP. la vigilanza sull'esatta applicazione delle nuove norme, demandando a gli uffici del Genio Civile gli accertamenti ed i controlli necessari. — [277, 1221, 455, 1280]
table-cell: 511 — [1191, 459, 1206, 468]
column-right — [1218, 98, 1585, 2176]
norme-text: In ordine al commercio e consumo dei surrogati del caffè il Ministero delle Finanze comunica che, ferme rimanendo le attuali disposizioni, i torrefattori di surrogati di caffè dovranno evitare la vendita dei prodotti in confezioni superiori a 250 grammi, e sui pacchetti deve essere indicato in modo visibile la natura del prodotto e il contenuto in caffè. Gli esercenti possono altresì vendere al pubblico surrogati sfusi, purchè il prodotto sia tenuto in recipienti indicanti chiaramente il contenuto, e ove detti surrogati contengano caffè è fatto divieto di porli in vendita per chiunque, anche miscelati con altri surrogati. — [82, 1427, 260, 1619]
table-cell: 74.10 — [1181, 313, 1206, 322]
matera-city: di MATERA — [863, 833, 998, 859]
prodotto-p3: I tabacchi stranieri se ne vende una quantità assolutamente trascurabile in confronto dei tabacchi di produzione nazionale. Non si arriva all'uno per cento. In definitiva: autarchia indiscutibile. I nostri monopolisti hanno perfezionato su principalmente il prodotto italiano. E questo si vede bene in quello che è stato fatto per la Macedonia extra. Si deve al prodotto squisito, che è senz'altro superiore a quello straniero. — [1218, 922, 1396, 1054]
table-cell: 71.50 — [1119, 303, 1144, 312]
list-item: 9. Caira Pasquale fu Giuseppe, Cerignola. — [655, 489, 826, 501]
list-item: 46. Mazzara Domenico fu Giuseppe, Cerignola. — [655, 1405, 806, 1428]
rapporti-dateline: Torino 7 settembre — [382, 706, 455, 717]
classified-title: CAPITALI, SOCIETÀ, MUTUI — [1420, 1005, 1568, 1018]
list-item: 48. Milone Lorenzo di Antonio, San Severo. — [655, 1443, 803, 1466]
table-cell: 372 — [1114, 641, 1129, 650]
table-cell: 439 — [1191, 678, 1206, 687]
section-letter: S — [926, 1492, 935, 1508]
piccola-pubblicita — [1405, 643, 1583, 1738]
table-row — [1028, 340, 1206, 350]
table-cell: 523 — [1116, 522, 1132, 531]
